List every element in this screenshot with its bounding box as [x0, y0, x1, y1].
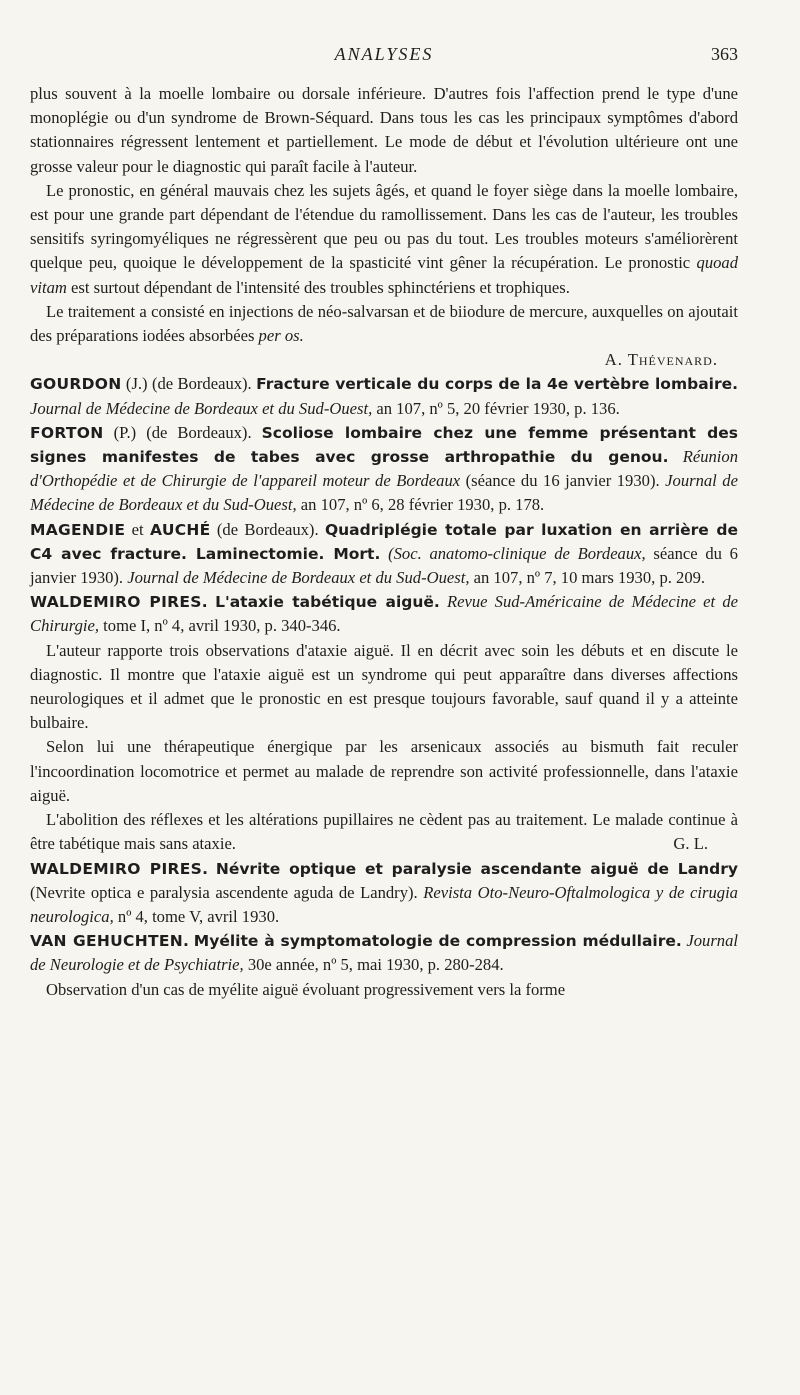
signature-gl: G. L.: [673, 834, 708, 854]
entry-journal-2: Journal de Médecine de Bordeaux et du Sud-Ouest,: [127, 568, 470, 588]
entry-details: an 107, nº 5, 20 février 1930, p. 136.: [376, 398, 620, 418]
entry-journal-1: Réunion d'Orthopédie et de Chirurgie de l'appareil moteur de Bordeaux: [30, 447, 738, 491]
entry-journal: Journal de Neurologie et de Psychiatrie,: [30, 931, 738, 975]
entry-forton: [30, 421, 738, 518]
entry-author: WALDEMIRO PIRES.: [30, 859, 209, 878]
entry-author: FORTON: [30, 423, 104, 442]
abstract-text: L'abolition des réflexes et les altérations pupillaires ne cèdent pas au traitement. Le malade continue à être tabétique mais sans ataxie.: [30, 810, 738, 854]
entry-pires-nevrite: [30, 857, 738, 930]
entry-pires-ataxie: [30, 590, 738, 638]
entry-journal: Journal de Médecine de Bordeaux et du Sud-Ouest,: [30, 398, 373, 418]
entry-van-gehuchten: [30, 929, 738, 977]
entry-details: tome I, nº 4, avril 1930, p. 340-346.: [103, 616, 341, 636]
entry-title: Fracture verticale du corps de la 4e vertèbre lombaire.: [256, 375, 739, 394]
page-number: 363: [711, 44, 738, 64]
entry-magendie: [30, 518, 738, 591]
entry-coauthor: AUCHÉ: [150, 520, 211, 539]
paragraph-prognosis: [30, 179, 738, 300]
entry-details-1: séance du 6 janvier 1930).: [30, 543, 738, 588]
entry-author: VAN GEHUCHTEN.: [30, 932, 190, 951]
entry-initial: (P.): [113, 422, 137, 442]
entry-title: Névrite optique et paralysie ascendante aiguë de Landry: [215, 859, 738, 878]
prognosis-italic: quoad vitam: [30, 253, 738, 297]
entry-author: MAGENDIE: [30, 520, 126, 539]
entry-author: GOURDON: [30, 375, 122, 394]
running-head: ANALYSES: [334, 44, 434, 64]
entry-details: nº 4, tome V, avril 1930.: [117, 906, 280, 926]
entry-title: Scoliose lombaire chez une femme présentant des signes manifestes de tabes avec grosse arthropathie du genou.: [30, 423, 738, 467]
entry-journal: Revue Sud-Américaine de Médecine et de Chirurgie,: [30, 592, 738, 636]
abstract-paragraph: Observation d'un cas de myélite aiguë évoluant progressivement vers la forme: [46, 979, 566, 999]
entry-connector: et: [131, 519, 144, 539]
entry-place: (de Bordeaux).: [151, 374, 252, 394]
page-header: [30, 44, 738, 72]
body-text: [30, 82, 738, 1002]
entry-gourdon: [30, 372, 738, 420]
paragraph-continuation: plus souvent à la moelle lombaire ou dorsale inférieure. D'autres fois l'affection prend le type d'une monoplégie ou d'un syndrome de Brown-Séquard. Dans tous les cas les principaux symptômes d'abord stationnaires régressent lentement et partiellement. Le mode de début et l'évolution ultérieure ont une grosse valeur pour le diagnostic qui paraît facile à l'auteur.: [30, 84, 738, 176]
prognosis-text-a: Le pronostic, en général mauvais chez les sujets âgés, et quand le foyer siège dans la moelle lombaire, est pour une grande part dépendant de l'étendue du ramollissement. Dans les cas de l'auteur, les troubles sensitifs syringomyéliques ne régressèrent que peu ou pas du tout. Les troubles moteurs s'améliorèrent quelque peu, quoique le développement de la spasticité vint gêner la récupération. Le pronostic: [30, 180, 738, 273]
prognosis-text-b: est surtout dépendant de l'intensité des troubles sphinctériens et trophiques.: [66, 277, 570, 297]
entry-title: L'ataxie tabétique aiguë.: [215, 593, 440, 612]
entry-place: (de Bordeaux).: [146, 422, 252, 442]
entry-details-1: (séance du 16 janvier 1930).: [465, 471, 660, 491]
abstract-paragraph: Selon lui une thérapeutique énergique par les arsenicaux associés au bismuth fait reculer l'incoordination locomotrice et permet au malade de reprendre son activité professionnelle, dans l'ataxie aiguë.: [30, 737, 738, 805]
entry-details-2: an 107, nº 6, 28 février 1930, p. 178.: [300, 495, 545, 515]
entry-place: (de Bordeaux).: [216, 519, 319, 539]
entry-journal-1: (Soc. anatomo-clinique de Bordeaux,: [388, 543, 646, 563]
treatment-text: Le traitement a consisté en injections de néo-salvarsan et de biiodure de mercure, auxquelles on ajoutait des préparations iodées absorbées: [30, 301, 738, 346]
entry-initial: (J.): [125, 374, 148, 394]
entry-title: Quadriplégie totale par luxation en arrière de C4 avec fracture. Laminectomie. Mort.: [30, 520, 739, 563]
entry-author: WALDEMIRO PIRES.: [30, 593, 208, 612]
paragraph-treatment: [30, 300, 738, 348]
entry-details-2: an 107, nº 7, 10 mars 1930, p. 209.: [473, 568, 706, 588]
entry-journal-2: Journal de Médecine de Bordeaux et du Sud-Ouest,: [30, 471, 738, 515]
entry-journal: Revista Oto-Neuro-Oftalmologica y de cirugia neurologica,: [30, 882, 738, 926]
treatment-italic: per os.: [258, 326, 304, 346]
entry-title: Myélite à symptomatologie de compression médullaire.: [193, 932, 682, 951]
abstract-paragraph-last: [30, 808, 738, 856]
signature-thevenard: A. Thévenard.: [604, 350, 718, 370]
entry-subtitle: (Nevrite optica e paralysia ascendente aguda de Landry).: [30, 882, 418, 902]
entry-details: 30e année, nº 5, mai 1930, p. 280-284.: [247, 955, 504, 975]
abstract-paragraph: L'auteur rapporte trois observations d'ataxie aiguë. Il en décrit avec soin les débuts et en discute le diagnostic. Il montre que l'ataxie aiguë est un syndrome qui peut apparaître dans diverses affections neurologiques et il admet que le pronostic en est presque toujours favorable, sauf quand il y a atteinte bulbaire.: [30, 640, 738, 733]
